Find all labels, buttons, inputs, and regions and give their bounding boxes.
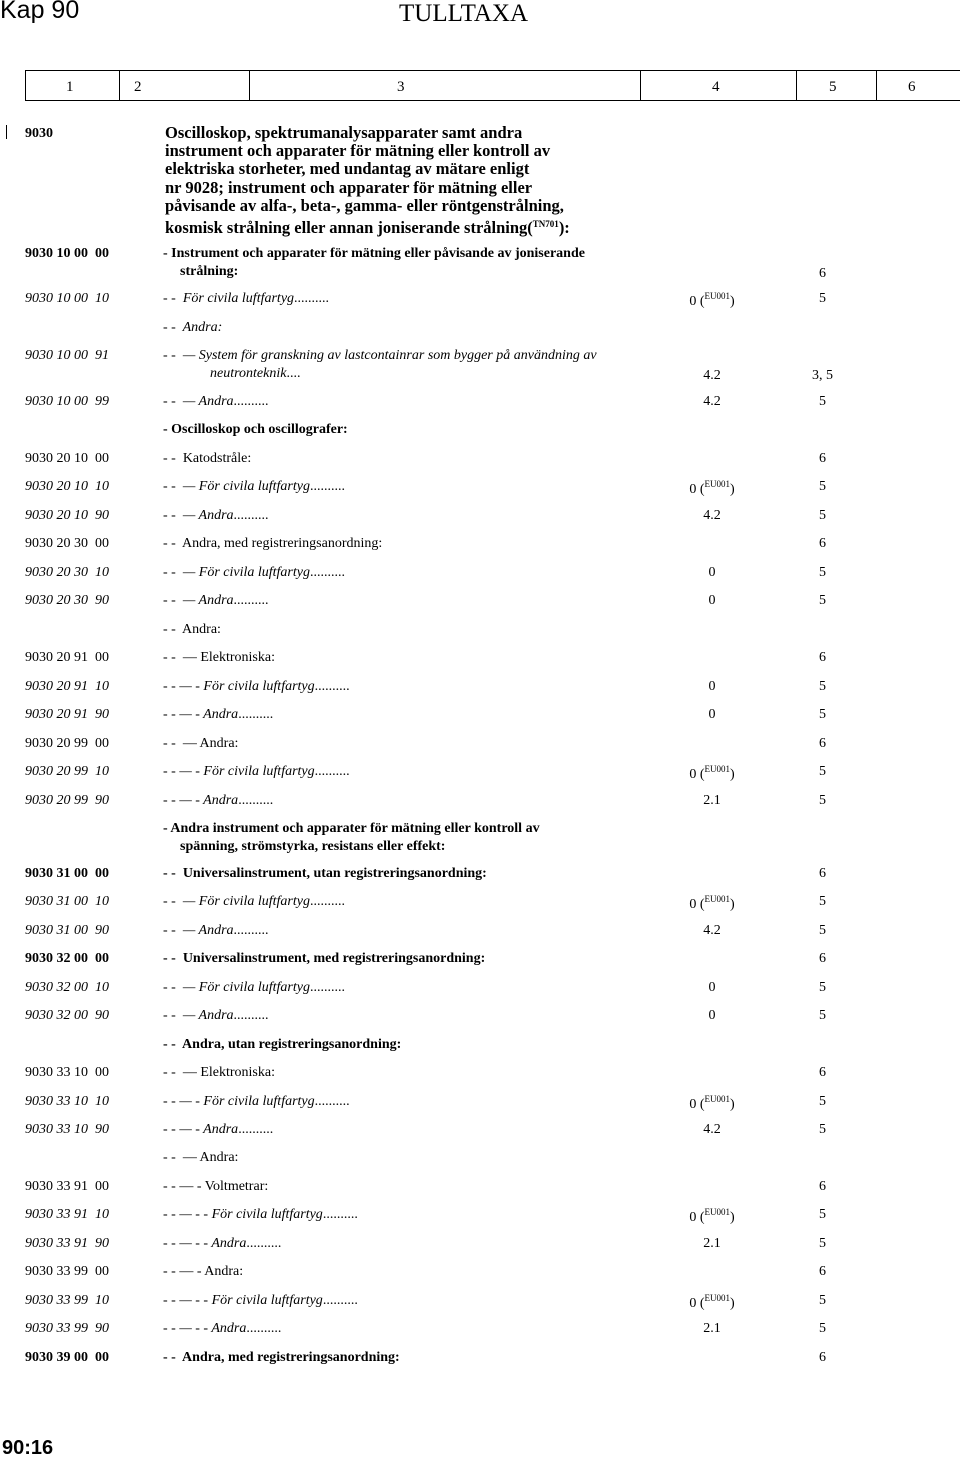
tariff-description — [163, 320, 222, 336]
unit-code: 5 — [819, 707, 826, 722]
tariff-code: 9030 20 91 00 — [25, 650, 109, 665]
tariff-description — [163, 679, 350, 695]
unit-code: 5 — [819, 565, 826, 580]
duty-rate-value: 4.2 — [703, 508, 721, 523]
tariff-description — [163, 479, 345, 495]
leader-dots: .......... — [309, 565, 345, 580]
tariff-description — [163, 1037, 401, 1053]
description-text: - - — - För civila luftfartyg — [163, 764, 315, 779]
tariff-description — [163, 821, 540, 837]
duty-rate — [672, 679, 752, 695]
chapter-label: Kap 90 — [0, 0, 80, 24]
tariff-code: 9030 20 30 10 — [25, 565, 109, 580]
tariff-code: 9030 33 99 10 — [25, 1293, 109, 1308]
tariff-description — [163, 1321, 281, 1337]
leader-dots: .......... — [238, 793, 274, 808]
note-reference: EU001 — [704, 1293, 730, 1303]
leader-dots: .......... — [314, 1094, 350, 1109]
tariff-description — [163, 1179, 268, 1195]
description-text: - - — Andra — [163, 923, 234, 938]
description-text: - - — För civila luftfartyg — [163, 565, 310, 580]
duty-rate: 0 ($^{EU001}$) — [689, 764, 735, 782]
unit-code: 6 — [819, 951, 826, 966]
tariff-description — [163, 1065, 275, 1081]
unit-code: 6 — [819, 1264, 826, 1279]
unit-code: 3, 5 — [812, 368, 833, 383]
tariff-code: 9030 33 10 00 — [25, 1065, 109, 1080]
tariff-description — [163, 1150, 238, 1166]
page-number: 90:16 — [2, 1437, 54, 1459]
note-reference: EU001 — [704, 764, 730, 774]
description-text: - Andra instrument och apparater för mätning eller kontroll av — [163, 821, 540, 836]
tariff-code: 9030 20 99 90 — [25, 793, 109, 808]
unit-code: 5 — [819, 1094, 826, 1109]
note-reference: EU001 — [704, 1094, 730, 1104]
duty-rate-value: 4.2 — [703, 1122, 721, 1137]
description-text: - - Andra, utan registreringsanordning: — [163, 1037, 402, 1052]
tariff-description — [163, 565, 345, 581]
leader-dots: .......... — [309, 980, 345, 995]
leader-dots: .......... — [322, 1207, 358, 1222]
tariff-description — [163, 951, 485, 967]
tariff-code: 9030 31 00 00 — [25, 866, 109, 881]
duty-rate: 0 ($^{EU001}$) — [689, 479, 735, 497]
duty-rate-value: 0 — [708, 707, 716, 722]
description-text: - - — Andra — [163, 1008, 234, 1023]
tariff-description — [163, 593, 269, 609]
tariff-code: 9030 10 00 99 — [25, 394, 109, 409]
leader-dots: .......... — [246, 1321, 282, 1336]
tariff-code: 9030 32 00 10 — [25, 980, 109, 995]
tariff-description-continued — [210, 366, 300, 382]
column-number: 6 — [908, 79, 916, 95]
tariff-description — [163, 451, 251, 467]
leader-dots: .......... — [238, 1122, 274, 1137]
unit-code: 5 — [819, 508, 826, 523]
description-text: - - — För civila luftfartyg — [163, 479, 310, 494]
duty-rate — [672, 593, 752, 609]
tariff-description — [163, 536, 382, 552]
duty-rate — [672, 1321, 752, 1337]
description-text: - - — - Voltmetrar: — [163, 1179, 269, 1194]
tariff-description — [163, 707, 273, 723]
column-number: 1 — [66, 79, 74, 95]
duty-rate-value: 0 — [708, 980, 716, 995]
duty-rate-value: 0 — [689, 1210, 697, 1225]
tariff-description — [163, 736, 238, 752]
unit-code: 5 — [819, 764, 826, 779]
duty-rate: 0 ($^{EU001}$) — [689, 1207, 735, 1225]
tariff-description-continued — [180, 839, 445, 855]
tariff-description — [163, 980, 345, 996]
unit-code: 5 — [819, 593, 826, 608]
unit-code: 5 — [819, 1207, 826, 1222]
description-text: strålning: — [180, 264, 239, 279]
unit-code: 5 — [819, 1008, 826, 1023]
tariff-description — [163, 1236, 281, 1252]
tariff-code: 9030 20 10 10 — [25, 479, 109, 494]
tariff-description — [163, 923, 269, 939]
description-text: - - För civila luftfartyg — [163, 291, 295, 306]
description-text: - - — - Andra: — [163, 1264, 244, 1279]
unit-code: 5 — [819, 1293, 826, 1308]
tariff-description — [163, 246, 585, 262]
unit-code: 5 — [819, 479, 826, 494]
duty-rate — [672, 368, 752, 384]
duty-rate-value: 2.1 — [703, 1236, 721, 1251]
tariff-code: 9030 10 00 00 — [25, 246, 109, 261]
duty-rate — [672, 793, 752, 809]
description-text: - - — Elektroniska: — [163, 650, 275, 665]
tariff-description — [163, 764, 350, 780]
unit-code: 5 — [819, 679, 826, 694]
tariff-description — [163, 422, 348, 438]
duty-rate — [672, 1008, 752, 1024]
description-text: - - — Andra — [163, 508, 234, 523]
unit-code: 5 — [819, 980, 826, 995]
tariff-code: 9030 33 99 90 — [25, 1321, 109, 1336]
column-number: 2 — [134, 79, 142, 95]
unit-code: 6 — [819, 1065, 826, 1080]
leader-dots: .......... — [233, 394, 269, 409]
leader-dots: .......... — [294, 291, 330, 306]
duty-rate-value: 0 — [689, 294, 697, 309]
leader-dots: .......... — [314, 679, 350, 694]
description-text: neutronteknik — [210, 366, 287, 381]
note-reference: EU001 — [704, 894, 730, 904]
unit-code: 5 — [819, 291, 826, 306]
tariff-description — [163, 650, 275, 666]
description-text: - - Andra: — [163, 320, 223, 335]
tariff-description — [163, 1350, 400, 1366]
tariff-description — [163, 394, 269, 410]
tariff-code: 9030 32 00 90 — [25, 1008, 109, 1023]
tariff-code: 9030 10 00 10 — [25, 291, 109, 306]
leader-dots: .......... — [309, 479, 345, 494]
tariff-code: 9030 20 10 00 — [25, 451, 109, 466]
description-text: - - — Andra — [163, 394, 234, 409]
leader-dots: .... — [286, 366, 301, 381]
unit-code: 6 — [819, 1179, 826, 1194]
leader-dots: .......... — [322, 1293, 358, 1308]
description-text: - - Andra, med registreringsanordning: — [163, 1350, 400, 1365]
leader-dots: .......... — [233, 1008, 269, 1023]
page-title: TULLTAXA — [399, 0, 529, 27]
duty-rate: 0 ($^{EU001}$) — [689, 1293, 735, 1311]
tariff-code: 9030 33 10 10 — [25, 1094, 109, 1109]
description-text: - - — - - För civila luftfartyg — [163, 1293, 323, 1308]
heading-code: 9030 — [25, 126, 53, 141]
description-text: - - Andra: — [163, 622, 221, 637]
description-text: - - — För civila luftfartyg — [163, 980, 310, 995]
leader-dots: .......... — [233, 508, 269, 523]
column-number: 4 — [712, 79, 720, 95]
leader-dots: .......... — [233, 923, 269, 938]
description-text: - - Universalinstrument, utan registreringsanordning: — [163, 866, 487, 881]
heading-text — [165, 124, 645, 237]
column-header-box — [25, 70, 960, 101]
note-reference: EU001 — [704, 479, 730, 489]
duty-rate — [672, 394, 752, 410]
tariff-code: 9030 10 00 91 — [25, 348, 109, 363]
change-bar — [6, 125, 7, 139]
heading-line: instrument och apparater för mätning eller kontroll av — [165, 141, 551, 161]
tariff-description — [163, 894, 345, 910]
unit-code: 6 — [819, 266, 826, 281]
description-text: - - — Andra: — [163, 736, 239, 751]
note-reference: EU001 — [704, 291, 730, 301]
tariff-code: 9030 33 91 90 — [25, 1236, 109, 1251]
tariff-description-continued — [180, 264, 238, 280]
tariff-code: 9030 20 30 00 — [25, 536, 109, 551]
leader-dots: .......... — [246, 1236, 282, 1251]
description-text: - - — Andra: — [163, 1150, 239, 1165]
duty-rate-value: 4.2 — [703, 394, 721, 409]
tariff-code: 9030 32 00 00 — [25, 951, 109, 966]
duty-rate — [672, 1122, 752, 1138]
tariff-description — [163, 1122, 273, 1138]
description-text: - - — - För civila luftfartyg — [163, 679, 315, 694]
unit-code: 6 — [819, 1350, 826, 1365]
tariff-code: 9030 31 00 90 — [25, 923, 109, 938]
duty-rate — [672, 980, 752, 996]
tariff-description — [163, 1094, 350, 1110]
duty-rate-value: 0 — [689, 1097, 697, 1112]
column-number: 5 — [829, 79, 837, 95]
leader-dots: .......... — [309, 894, 345, 909]
tariff-code: 9030 33 91 10 — [25, 1207, 109, 1222]
duty-rate — [672, 565, 752, 581]
description-text: - - — - - Andra — [163, 1321, 247, 1336]
description-text: - - — - Andra — [163, 707, 239, 722]
unit-code: 5 — [819, 394, 826, 409]
description-text: - - Andra, med registreringsanordning: — [163, 536, 383, 551]
unit-code: 6 — [819, 650, 826, 665]
column-number: 3 — [397, 79, 405, 95]
duty-rate-value: 2.1 — [703, 793, 721, 808]
duty-rate-value: 4.2 — [703, 368, 721, 383]
description-text: - - — För civila luftfartyg — [163, 894, 310, 909]
tariff-description — [163, 1207, 358, 1223]
description-text: - - — System för granskning av lastcontainrar som bygger på användning av — [163, 348, 597, 363]
tariff-description — [163, 622, 221, 638]
description-text: - - Universalinstrument, med registreringsanordning: — [163, 951, 486, 966]
duty-rate-value: 0 — [708, 1008, 716, 1023]
unit-code: 5 — [819, 1122, 826, 1137]
heading-line: Oscilloskop, spektrumanalysapparater samt andra — [165, 123, 523, 142]
description-text: - - — - Andra — [163, 1122, 239, 1137]
duty-rate — [672, 923, 752, 939]
tariff-description — [163, 508, 269, 524]
heading-line: elektriska storheter, med undantag av mätare enligt — [165, 159, 530, 179]
leader-dots: .......... — [238, 707, 274, 722]
tariff-description — [163, 1264, 243, 1280]
description-text: - - — Andra — [163, 593, 234, 608]
tariff-description — [163, 1293, 358, 1309]
tariff-description — [163, 1008, 269, 1024]
duty-rate — [672, 508, 752, 524]
duty-rate-value: 0 — [689, 482, 697, 497]
duty-rate-value: 0 — [708, 593, 716, 608]
tariff-description — [163, 291, 329, 307]
tariff-code: 9030 20 10 90 — [25, 508, 109, 523]
tariff-description — [163, 348, 597, 364]
duty-rate-value: 0 — [689, 897, 697, 912]
note-reference: EU001 — [704, 1207, 730, 1217]
description-text: - - — - För civila luftfartyg — [163, 1094, 315, 1109]
unit-code: 6 — [819, 536, 826, 551]
note-reference: TN701 — [532, 219, 559, 230]
duty-rate: 0 ($^{EU001}$) — [689, 291, 735, 309]
duty-rate — [672, 1236, 752, 1252]
duty-rate-value: 0 — [708, 565, 716, 580]
description-text: - - Katodstråle: — [163, 451, 252, 466]
duty-rate-value: 0 — [708, 679, 716, 694]
tariff-code: 9030 20 30 90 — [25, 593, 109, 608]
heading-line: påvisande av alfa-, beta-, gamma- eller röntgenstrålning, — [165, 195, 564, 215]
description-text: - - — - Andra — [163, 793, 239, 808]
description-text: spänning, strömstyrka, resistans eller effekt: — [180, 839, 446, 854]
duty-rate: 0 ($^{EU001}$) — [689, 1094, 735, 1112]
duty-rate-value: 0 — [689, 767, 697, 782]
tariff-code: 9030 20 91 10 — [25, 679, 109, 694]
unit-code: 6 — [819, 866, 826, 881]
tariff-code: 9030 31 00 10 — [25, 894, 109, 909]
duty-rate — [672, 707, 752, 723]
tariff-code: 9030 33 91 00 — [25, 1179, 109, 1194]
duty-rate-value: 0 — [689, 1296, 697, 1311]
description-text: - Instrument och apparater för mätning eller påvisande av joniserande — [163, 246, 585, 261]
description-text: - - — Elektroniska: — [163, 1065, 275, 1080]
unit-code: 6 — [819, 736, 826, 751]
leader-dots: .......... — [314, 764, 350, 779]
tariff-description — [163, 866, 487, 882]
tariff-code: 9030 33 10 90 — [25, 1122, 109, 1137]
unit-code: 5 — [819, 1321, 826, 1336]
description-text: - - — - - Andra — [163, 1236, 247, 1251]
tariff-code: 9030 20 91 90 — [25, 707, 109, 722]
leader-dots: .......... — [233, 593, 269, 608]
description-text: - Oscilloskop och oscillografer: — [163, 422, 348, 437]
unit-code: 5 — [819, 1236, 826, 1251]
tariff-code: 9030 20 99 10 — [25, 764, 109, 779]
unit-code: 5 — [819, 894, 826, 909]
unit-code: 5 — [819, 923, 826, 938]
tariff-code: 9030 33 99 00 — [25, 1264, 109, 1279]
heading-line: kosmisk strålning eller annan joniserande strålning($^{TN701}$): — [165, 218, 570, 238]
tariff-code: 9030 20 99 00 — [25, 736, 109, 751]
duty-rate: 0 ($^{EU001}$) — [689, 894, 735, 912]
unit-code: 6 — [819, 451, 826, 466]
tariff-description — [163, 793, 273, 809]
heading-line: nr 9028; instrument och apparater för mätning eller — [165, 177, 533, 197]
duty-rate-value: 2.1 — [703, 1321, 721, 1336]
unit-code: 5 — [819, 793, 826, 808]
duty-rate-value: 4.2 — [703, 923, 721, 938]
description-text: - - — - - För civila luftfartyg — [163, 1207, 323, 1222]
tariff-code: 9030 39 00 00 — [25, 1350, 109, 1365]
